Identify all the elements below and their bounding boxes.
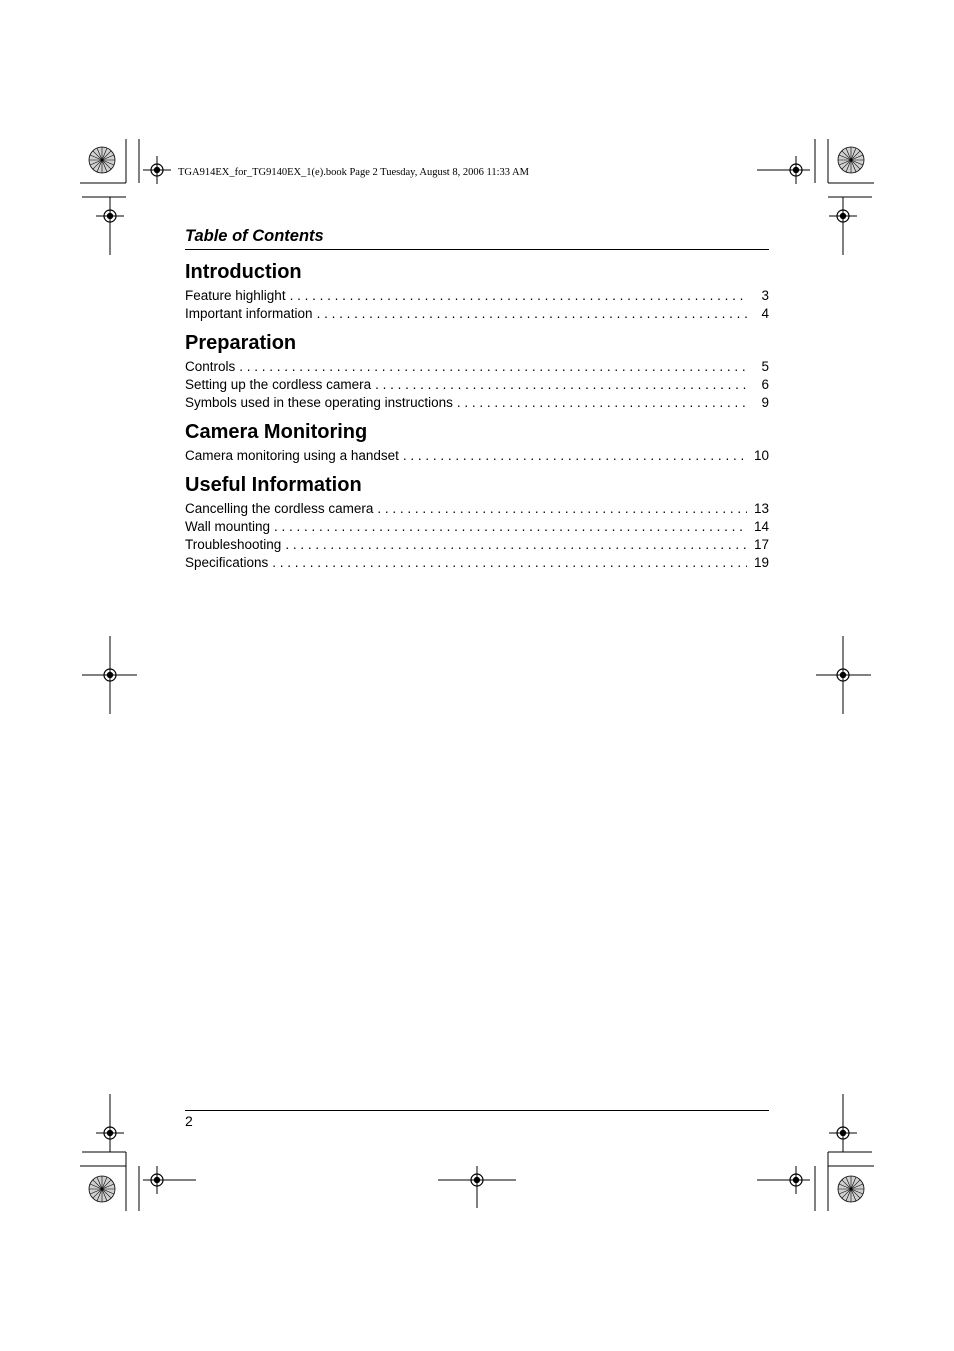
toc-entry[interactable]: [185, 447, 769, 465]
color-wheel-icon: [838, 147, 864, 173]
dot-leader: [274, 518, 747, 536]
page-number: 2: [185, 1113, 193, 1129]
entry-label: Setting up the cordless camera: [185, 377, 372, 392]
registration-mark-icon: [96, 661, 124, 689]
section-title: Useful Information: [185, 474, 362, 496]
registration-mark-icon: [782, 1166, 810, 1194]
entry-page-number: 17: [753, 537, 769, 552]
dot-leader: [457, 394, 747, 412]
registration-mark-icon: [829, 202, 857, 230]
toc-entry[interactable]: [185, 287, 769, 305]
page-title: Table of Contents: [185, 227, 769, 250]
dot-leader: [317, 305, 747, 323]
toc-section-camera-monitoring: [185, 419, 769, 465]
print-slug: TGA914EX_for_TG9140EX_1(e).book Page 2 Tuesday, August 8, 2006 11:33 AM: [178, 167, 529, 178]
registration-mark-icon: [782, 156, 810, 184]
toc-entry[interactable]: [185, 394, 769, 412]
entry-page-number: 13: [753, 501, 769, 516]
page-footer: [185, 1110, 769, 1129]
registration-mark-icon: [96, 202, 124, 230]
dot-leader: [375, 376, 747, 394]
section-title: Camera Monitoring: [185, 421, 368, 443]
registration-mark-icon: [143, 1166, 171, 1194]
toc-entry[interactable]: [185, 376, 769, 394]
table-of-contents: [185, 259, 769, 579]
entry-label: Troubleshooting: [185, 537, 282, 552]
registration-mark-icon: [829, 1119, 857, 1147]
toc-entry[interactable]: [185, 305, 769, 323]
section-title: Preparation: [185, 332, 297, 354]
registration-mark-icon: [829, 661, 857, 689]
entry-label: Specifications: [185, 555, 269, 570]
dot-leader: [285, 536, 747, 554]
toc-section-useful-information: [185, 472, 769, 572]
entry-label: Important information: [185, 306, 313, 321]
entry-page-number: 5: [761, 359, 769, 374]
color-wheel-icon: [89, 147, 115, 173]
dot-leader: [403, 447, 747, 465]
dot-leader: [290, 287, 747, 305]
entry-label: Feature highlight: [185, 288, 286, 303]
toc-section-introduction: [185, 259, 769, 323]
dot-leader: [272, 554, 747, 572]
registration-mark-icon: [143, 156, 171, 184]
toc-section-preparation: [185, 330, 769, 412]
dot-leader: [239, 358, 747, 376]
color-wheel-icon: [838, 1176, 864, 1202]
entry-page-number: 10: [753, 448, 769, 463]
entry-page-number: 19: [753, 555, 769, 570]
entry-page-number: 3: [761, 288, 769, 303]
entry-page-number: 4: [761, 306, 769, 321]
entry-label: Symbols used in these operating instructions: [185, 395, 453, 410]
entry-page-number: 14: [753, 519, 769, 534]
entry-page-number: 6: [761, 377, 769, 392]
entry-label: Camera monitoring using a handset: [185, 448, 399, 463]
entry-label: Wall mounting: [185, 519, 271, 534]
registration-mark-icon: [463, 1166, 491, 1194]
color-wheel-icon: [89, 1176, 115, 1202]
toc-entry[interactable]: [185, 554, 769, 572]
dot-leader: [377, 500, 747, 518]
toc-entry[interactable]: [185, 500, 769, 518]
toc-entry[interactable]: [185, 518, 769, 536]
entry-page-number: 9: [761, 395, 769, 410]
toc-entry[interactable]: [185, 358, 769, 376]
toc-entry[interactable]: [185, 536, 769, 554]
entry-label: Cancelling the cordless camera: [185, 501, 374, 516]
entry-label: Controls: [185, 359, 236, 374]
section-title: Introduction: [185, 261, 302, 283]
registration-mark-icon: [96, 1119, 124, 1147]
